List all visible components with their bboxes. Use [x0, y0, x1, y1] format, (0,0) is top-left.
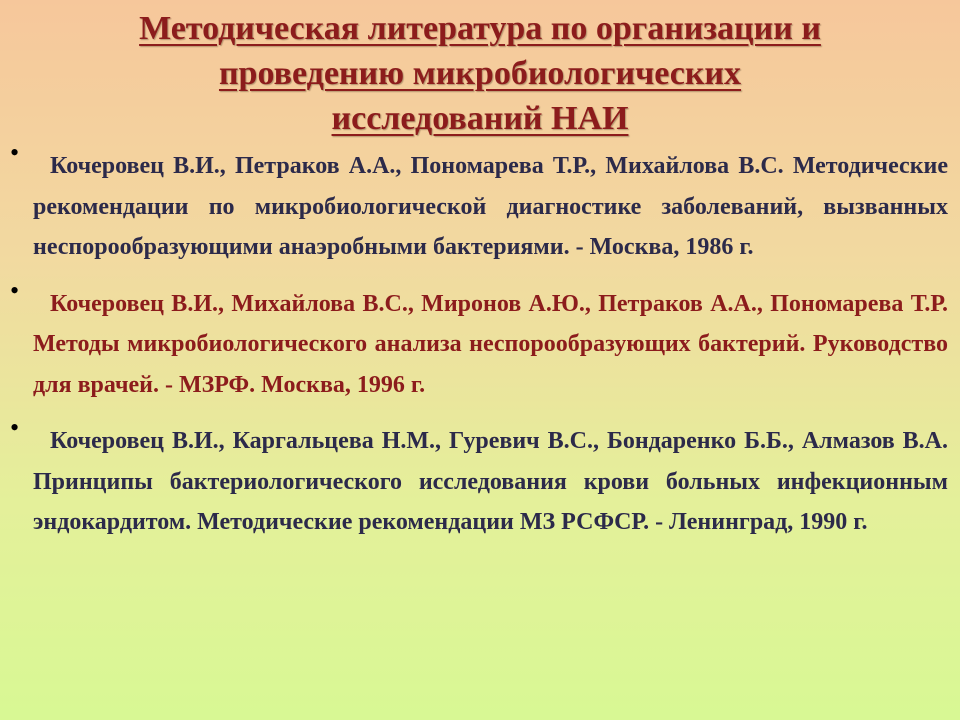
reference-item-1 [0, 138, 960, 268]
bullet-icon: • [10, 138, 20, 167]
slide-title [20, 6, 940, 141]
bullet-icon: • [10, 275, 20, 305]
title-line-1: Методическая литература по организации и [139, 10, 821, 47]
reference-text-2: Кочеровец В.И., Михайлова В.С., Миронов А.Ю., Петраков А.А., Пономарева Т.Р. Методы микробиологического анализа неспорообразующих бактерий. Руководство для врачей. - МЗРФ. Москва, 1996 г. [33, 290, 948, 398]
title-line-3: исследований НАИ [331, 100, 629, 137]
reference-text-1: Кочеровец В.И., Петраков А.А., Пономарева Т.Р., Михайлова В.С. Методические рекомендации по микробиологической диагностике заболеваний, вызванных неспорообразующими анаэробными бактериями. - Москва, 1986 г. [33, 153, 948, 260]
reference-item-2 [0, 275, 960, 406]
reference-text-3: Кочеровец В.И., Каргальцева Н.М., Гуревич В.С., Бондаренко Б.Б., Алмазов В.А. Принципы бактериологического исследования крови больных инфекционным эндокардитом. Методические рекомендации МЗ РСФСР. - Ленинград, 1990 г. [33, 428, 948, 535]
title-line-2: проведению микробиологических [218, 55, 742, 92]
reference-list [0, 138, 960, 559]
bullet-icon: • [10, 413, 20, 442]
reference-item-3 [0, 413, 960, 543]
